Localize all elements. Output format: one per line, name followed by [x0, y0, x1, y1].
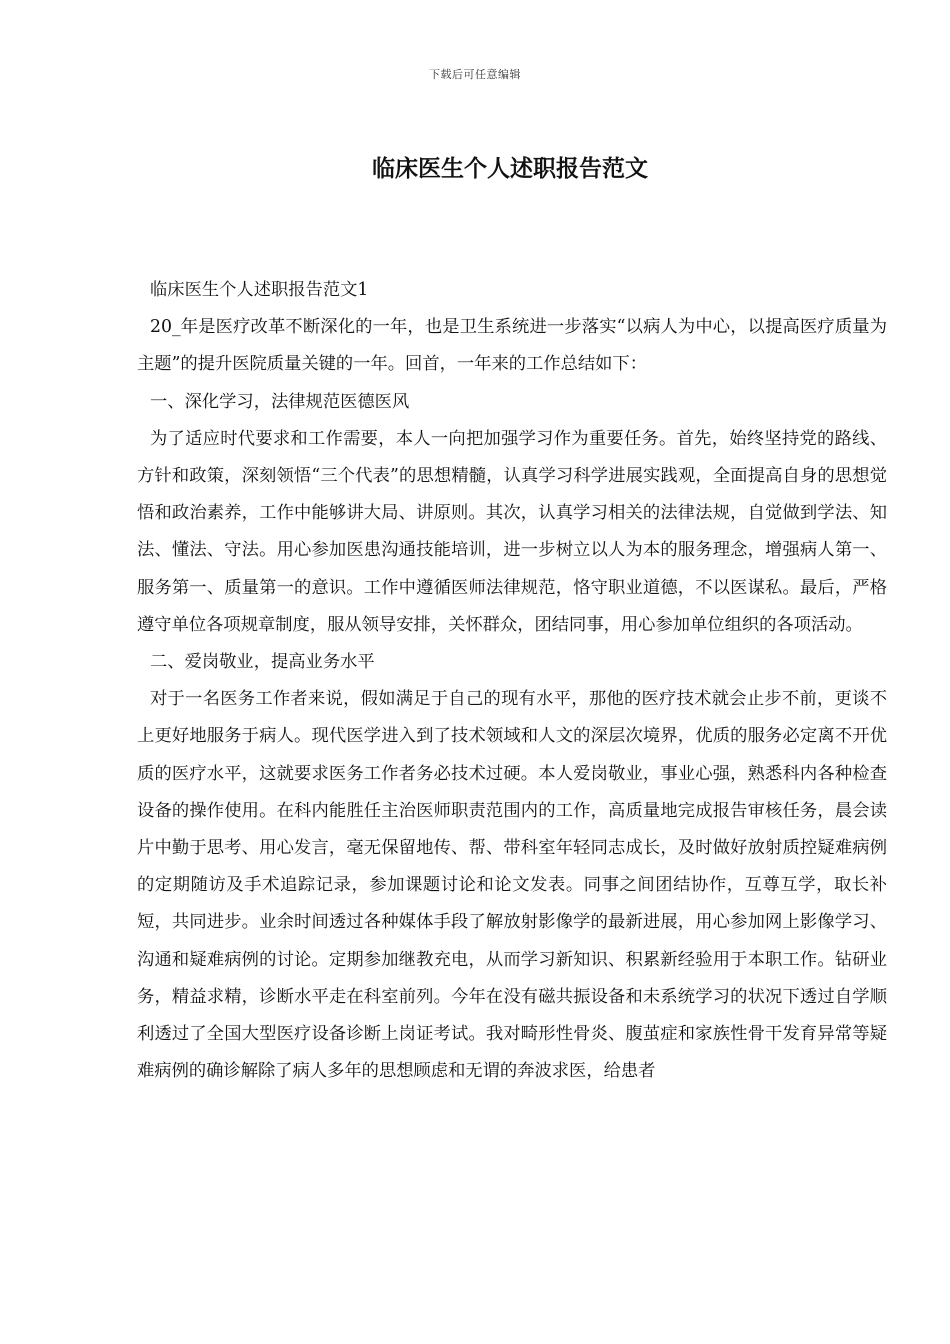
- section-2-heading: 二、爱岗敬业，提高业务水平: [150, 652, 375, 673]
- document-body: [137, 272, 887, 1090]
- report-subtitle: 临床医生个人述职报告范文1: [150, 280, 369, 300]
- section-1-paragraph: 为了适应时代要求和工作需要，本人一向把加强学习作为重要任务。首先，始终坚持党的路线、方针和政策，深刻领悟“三个代表”的思想精髓，认真学习科学进展实践观，全面提高自身的思想觉悟和政治素养，工作中能够讲大局、讲原则。其次，认真学习相关的法律法规，自觉做到学法、知法、懂法、守法。用心参加医患沟通技能培训，进一步树立以人为本的服务理念，增强病人第一、服务第一、质量第一的意识。工作中遵循医师法律规范，恪守职业道德，不以医谋私。最后，严格遵守单位各项规章制度，服从领导安排，关怀群众，团结同事，用心参加单位组织的各项活动。: [137, 428, 887, 635]
- section-2-paragraph: 对于一名医务工作者来说，假如满足于自己的现有水平，那他的医疗技术就会止步不前，更谈不上更好地服务于病人。现代医学进入到了技术领域和人文的深层次境界，优质的服务必定离不开优质的医疗水平，这就要求医务工作者务必技术过硬。本人爱岗敬业，事业心强，熟悉科内各种检查设备的操作使用。在科内能胜任主治医师职责范围内的工作，高质量地完成报告审核任务，晨会读片中勤于思考、用心发言，毫无保留地传、帮、带科室年轻同志成长，及时做好放射质控疑难病例的定期随访及手术追踪记录，参加课题讨论和论文发表。同事之间团结协作，互尊互学，取长补短，共同进步。业余时间透过各种媒体手段了解放射影像学的最新进展，用心参加网上影像学习、沟通和疑难病例的讨论。定期参加继教充电，从而学习新知识、积累新经验用于本职工作。钻研业务，精益求精，诊断水平走在科室前列。今年在没有磁共振设备和未系统学习的状况下透过自学顺利透过了全国大型医疗设备诊断上岗证考试。我对畸形性骨炎、腹茧症和家族性骨干发育异常等疑难病例的确诊解除了病人多年的思想顾虑和无谓的奔波求医，给患者: [137, 689, 887, 1082]
- header-note: 下载后可任意编辑: [429, 68, 521, 81]
- intro-paragraph: 20_年是医疗改革不断深化的一年，也是卫生系统进一步落实“以病人为中心，以提高医疗质量为主题”的提升医院质量关键的一年。回首，一年来的工作总结如下：: [137, 317, 887, 375]
- section-1-heading: 一、深化学习，法律规范医德医风: [150, 391, 410, 412]
- page-title: 临床医生个人述职报告范文: [372, 156, 648, 182]
